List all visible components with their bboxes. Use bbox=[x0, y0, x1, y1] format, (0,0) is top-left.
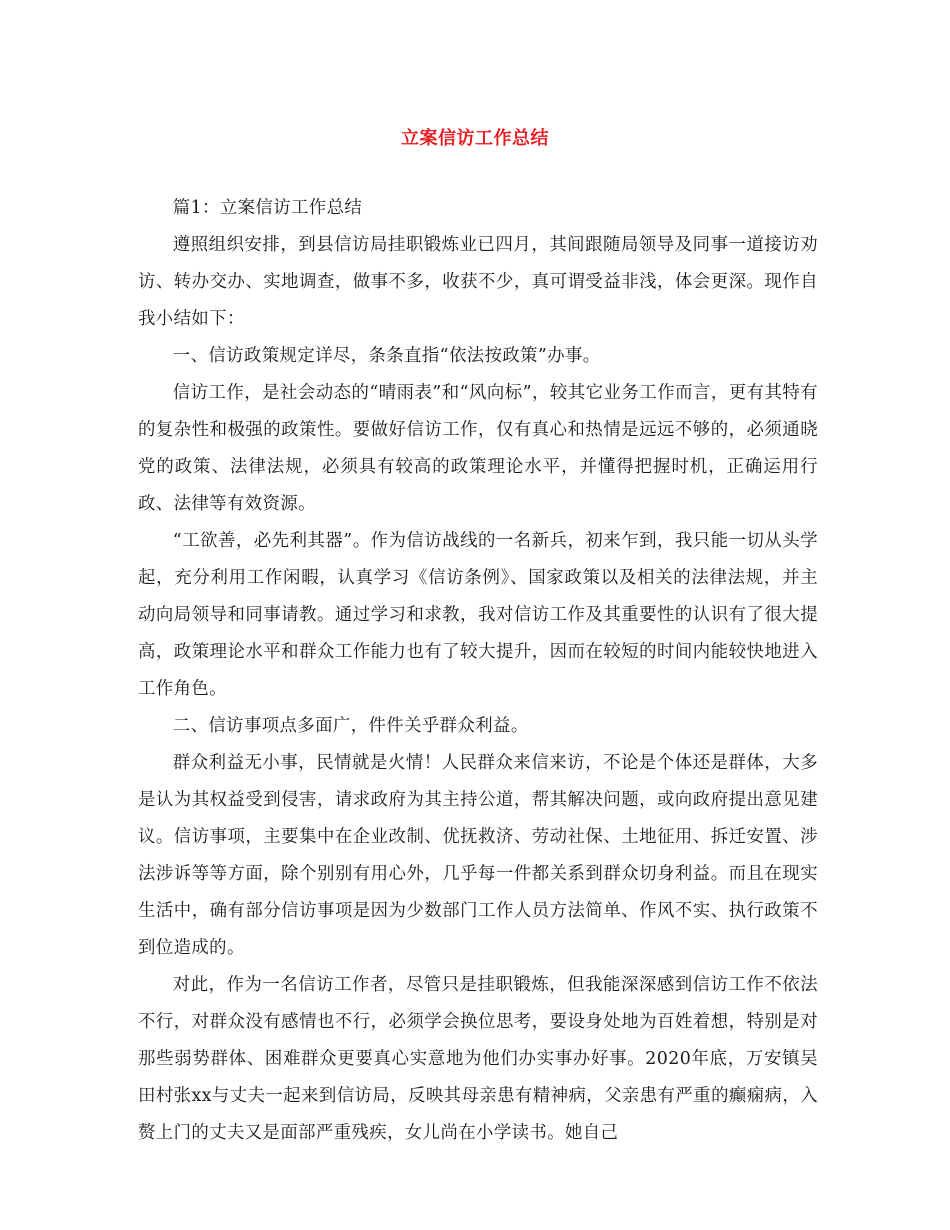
paragraph: 信访工作，是社会动态的“晴雨表”和“风向标”，较其它业务工作而言，更有其特有的复杂性和极强的政策性。要做好信访工作，仅有真心和热情是远远不够的，必须通晓党的政策、法律法规，必须具有较高的政策理论水平，并懂得把握时机，正确运用行政、法律等有效资源。 bbox=[138, 383, 818, 514]
paragraph: 对此，作为一名信访工作者，尽管只是挂职锻炼，但我能深深感到信访工作不依法不行，对群众没有感情也不行，必须学会换位思考，要设身处地为百姓着想，特别是对那些弱势群体、困难群众更要真心实意地为他们办实事办好事。2020年底，万安镇吴田村张xx与丈夫一起来到信访局，反映其母亲患有精神病，父亲患有严重的癫痫病，入赘上门的丈夫又是面部严重残疾，女儿尚在小学读书。她自己 bbox=[138, 975, 818, 1143]
paragraph-section-heading: 篇1：立案信访工作总结 bbox=[172, 198, 363, 218]
paragraph-heading-one: 一、信访政策规定详尽，条条直指“依法按政策”办事。 bbox=[172, 346, 601, 366]
paragraph-intro: 遵照组织安排，到县信访局挂职锻炼业已四月，其间跟随局领导及同事一道接访劝访、转办交办、实地调查，做事不多，收获不少，真可谓受益非浅，体会更深。现作自我小结如下： bbox=[138, 235, 818, 329]
document-body bbox=[138, 190, 818, 1152]
document-title: 立案信访工作总结 bbox=[401, 128, 549, 149]
paragraph-heading-two: 二、信访事项点多面广，件件关乎群众利益。 bbox=[172, 716, 529, 736]
paragraph: 群众利益无小事，民情就是火情！人民群众来信来访，不论是个体还是群体，大多是认为其权益受到侵害，请求政府为其主持公道，帮其解决问题，或向政府提出意见建议。信访事项，主要集中在企业改制、优抚救济、劳动社保、土地征用、拆迁安置、涉法涉诉等等方面，除个别别有用心外，几乎每一件都关系到群众切身利益。而且在现实生活中，确有部分信访事项是因为少数部门工作人员方法简单、作风不实、执行政策不到位造成的。 bbox=[138, 753, 818, 958]
paragraph: “工欲善，必先利其器”。作为信访战线的一名新兵，初来乍到，我只能一切从头学起，充分利用工作闲暇，认真学习《信访条例》、国家政策以及相关的法律法规，并主动向局领导和同事请教。通过学习和求教，我对信访工作及其重要性的认识有了很大提高，政策理论水平和群众工作能力也有了较大提升，因而在较短的时间内能较快地进入工作角色。 bbox=[138, 531, 818, 699]
